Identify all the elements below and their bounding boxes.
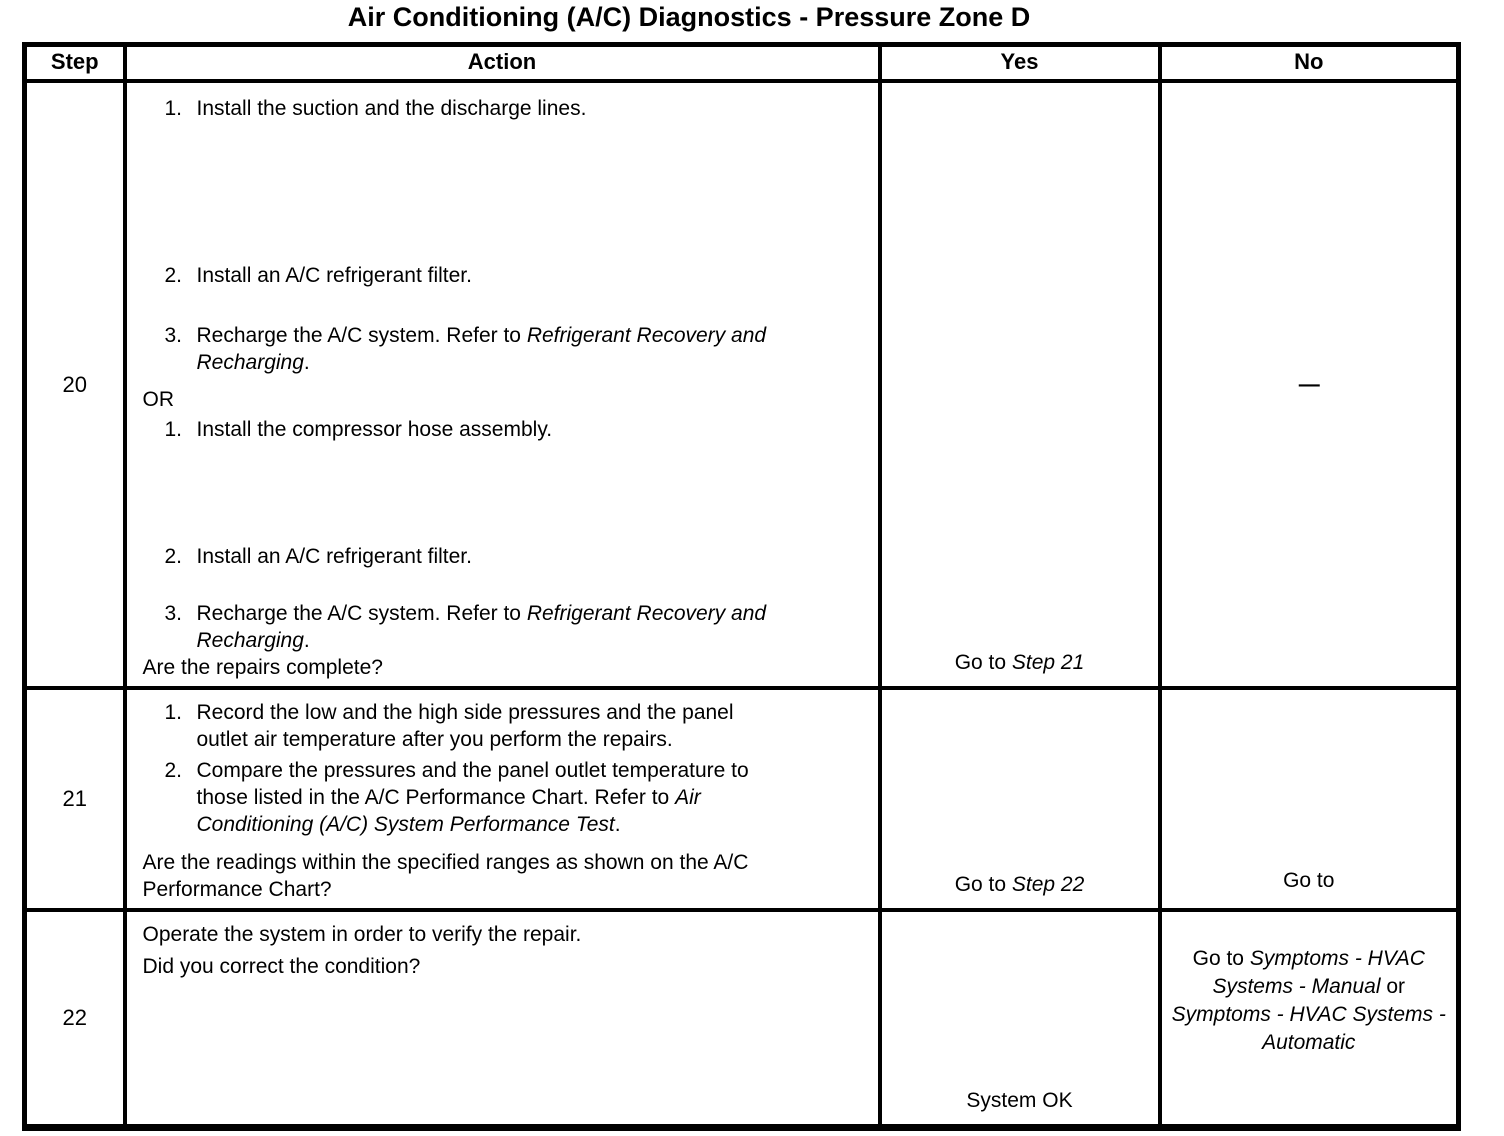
- yes-answer: [955, 651, 1085, 674]
- list-item-text: Install an A/C refrigerant filter.: [196, 545, 472, 568]
- col-header-step: Step: [25, 45, 125, 82]
- list-item-number: 2.: [164, 264, 183, 287]
- list-item-number: 2.: [164, 759, 183, 782]
- text-segment: .: [303, 351, 310, 374]
- yes-cell: [880, 81, 1160, 688]
- text-segment: Recharge the A/C system. Refer to: [196, 324, 527, 347]
- table-row-step-22: [25, 910, 1459, 1127]
- list-item-text: Install an A/C refrigerant filter.: [196, 264, 472, 287]
- no-cell: [1160, 81, 1459, 688]
- list-item: [165, 543, 860, 570]
- reference-title: Air Conditioning (A/C) System Performance Test: [196, 786, 701, 836]
- list-item: [165, 699, 860, 753]
- col-header-yes: Yes: [880, 45, 1160, 82]
- table-row-step-21: [25, 688, 1459, 910]
- list-item-number: 1.: [164, 418, 183, 441]
- list-item: [165, 322, 860, 376]
- list-item: [165, 757, 860, 838]
- list-item-number: 3.: [164, 324, 183, 347]
- list-item-text: Record the low and the high side pressures and the panel outlet air temperature after you perform the repairs.: [196, 701, 734, 751]
- list-item: [165, 262, 860, 289]
- action-cell: [125, 81, 880, 688]
- text-segment: Go to: [1192, 947, 1250, 970]
- yes-answer: System OK: [966, 1088, 1073, 1112]
- text-segment: Compare the pressures and the panel outlet temperature to those listed in the A/C Performance Chart. Refer to: [196, 759, 749, 809]
- list-item-number: 3.: [164, 602, 183, 625]
- diagnostic-table: [22, 42, 1461, 1131]
- text-segment: .: [303, 629, 310, 652]
- no-reference: [1162, 945, 1457, 1057]
- action-text: Operate the system in order to verify the repair.: [142, 923, 582, 946]
- step-number: 20: [25, 81, 125, 688]
- col-header-action: Action: [125, 45, 880, 82]
- text-segment: Go to: [954, 873, 1012, 896]
- question-text: Are the readings within the specified ranges as shown on the A/C Performance Chart?: [142, 851, 749, 901]
- page-title: Air Conditioning (A/C) Diagnostics - Pressure Zone D: [347, 2, 1031, 32]
- step-reference: Step 21: [1011, 651, 1085, 674]
- step-number: 22: [25, 910, 125, 1127]
- text-segment: Recharge the A/C system. Refer to: [196, 602, 527, 625]
- list-item-text: [197, 322, 781, 376]
- reference-title: Symptoms - HVAC Systems - Manual: [1212, 947, 1425, 998]
- list-item-text: Install the compressor hose assembly.: [196, 418, 553, 441]
- list-item: [165, 600, 860, 654]
- text-segment: Go to: [954, 651, 1012, 674]
- action-cell: [125, 910, 880, 1127]
- list-item-number: 1.: [164, 97, 183, 120]
- list-item: [165, 416, 860, 443]
- question-text: Did you correct the condition?: [142, 955, 421, 978]
- step-reference: Step 22: [1011, 873, 1085, 896]
- yes-cell: [880, 910, 1160, 1127]
- question-text: Are the repairs complete?: [142, 656, 383, 679]
- list-item-number: 1.: [164, 701, 183, 724]
- step-number: 21: [25, 688, 125, 910]
- no-cell: [1160, 688, 1459, 910]
- list-item-text: [197, 600, 781, 654]
- reference-title: Refrigerant Recovery and Recharging: [196, 602, 767, 652]
- header-row: [25, 45, 1459, 82]
- text-segment: .: [614, 813, 621, 836]
- table-row-step-20: [25, 81, 1459, 688]
- no-answer-dash: —: [1298, 372, 1319, 396]
- list-item-text: [197, 757, 781, 838]
- reference-title: Symptoms - HVAC Systems - Automatic: [1171, 1003, 1446, 1054]
- list-item-text: Install the suction and the discharge lines.: [196, 97, 587, 120]
- text-segment: or: [1380, 975, 1406, 998]
- yes-cell: [880, 688, 1160, 910]
- no-answer: Go to: [1283, 869, 1335, 892]
- list-item: [165, 95, 860, 122]
- col-header-no: No: [1160, 45, 1459, 82]
- action-cell: [125, 688, 880, 910]
- yes-answer: [955, 873, 1085, 896]
- or-label: OR: [142, 388, 174, 411]
- reference-title: Refrigerant Recovery and Recharging: [196, 324, 767, 374]
- no-cell: [1160, 910, 1459, 1127]
- list-item-number: 2.: [164, 545, 183, 568]
